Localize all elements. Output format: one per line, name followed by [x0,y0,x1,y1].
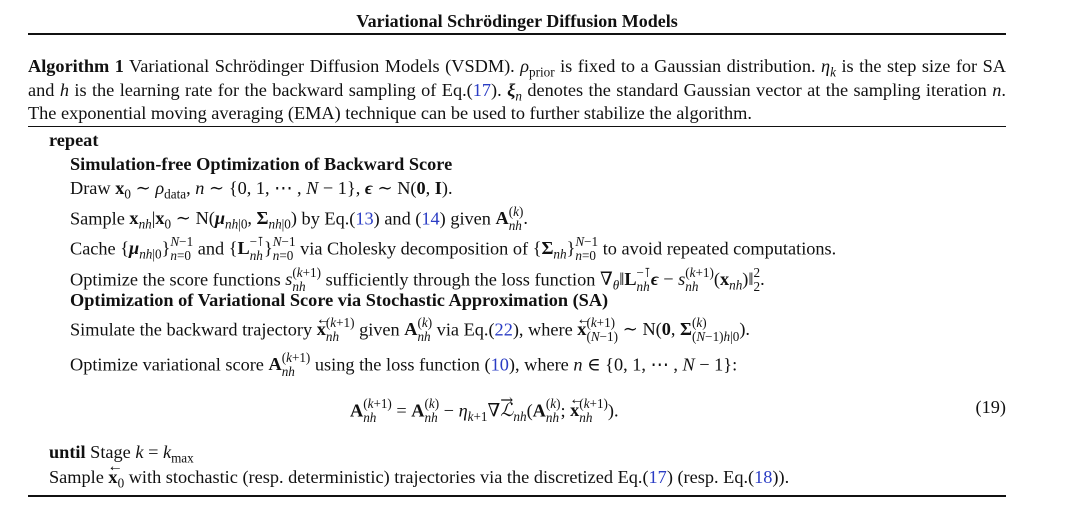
algorithm-label: Algorithm 1 [28,56,124,76]
keyword-until: until [49,442,86,462]
top-rule [28,33,1006,35]
ref-eq17-link[interactable]: 17 [472,79,492,100]
line-text: sufficiently through the loss function [325,269,596,290]
caption-rule [28,126,1006,127]
keyword-repeat: repeat [49,130,99,150]
line-text: via Cholesky decomposition of [300,238,529,259]
math-expr: s (k+1) nh [285,265,322,295]
line-text: ), where [512,319,573,340]
math-expr: $\{\mu_{nh|0}\}$ N−1 n=0 [120,234,194,264]
caption-text: is the step size for SA and [28,56,1006,100]
math-expr: $k = k_{max}$ [135,442,194,466]
line-text: by Eq.( [301,208,356,229]
math-expr: ← x (k+1) nh [317,319,355,339]
section-title-backward-score: Simulation-free Optimization of Backward Score [70,154,453,174]
math-expr: $\nabla_\theta‖L$ −⊺ nh ϵ − s (k+1) nh $(x_{nh})‖$ 2 2 . [599,265,765,295]
line-text: ), where [508,354,569,375]
page-header-title: Variational Schrödinger Diffusion Models [356,11,678,31]
line-optimize-variational [70,351,737,378]
section-title-variational-score: Optimization of Variational Score via Stochastic Approximation (SA) [70,290,609,310]
math-h: h [59,79,69,100]
line-text: given [359,319,400,340]
caption-text: is the learning rate for the backward sampling of Eq.( [74,79,473,100]
line-text: Sample [70,208,125,229]
caption-text: is fixed to a Gaussian distribution. [560,56,816,76]
math-xi: ξ [507,79,516,100]
ref-eq18-link[interactable]: 18 [754,467,773,487]
line-text: )). [772,467,790,487]
line-text: with stochastic (resp. deterministic) trajectories via the discretized Eq.( [128,467,649,487]
line-text: and [197,238,225,259]
line-cache [70,235,836,262]
math-n: n [992,79,1002,100]
algorithm-caption [28,55,1006,126]
math-expr: $x_0$ ∼ $\rho_{data}$, n ∼ {0, 1, ⋯ , N − 1}, ϵ ∼ N(0, I). [115,178,453,202]
line-text: Draw [70,178,111,198]
math-expr: ← x (k+1) (N−1) ∼ N(0, Σ (k) (N−1)h|0 ). [577,319,750,339]
ref-eq17b-link[interactable]: 17 [648,467,667,487]
math-sub: n [515,88,522,104]
math-sub: prior [529,64,555,80]
ref-eq10-link[interactable]: 10 [490,354,509,375]
line-text: Stage [90,442,131,462]
math-expr: {L −⊺ nh } N−1 n=0 [228,234,296,264]
ref-eq13-link[interactable]: 13 [355,208,374,229]
page [28,0,1006,511]
math-expr: A (k+1) nh [268,350,311,380]
line-final-sample [49,466,790,491]
line-text: to avoid repeated computations. [602,238,837,259]
math-expr: $x_{nh}|x_0$ ∼ $N(\mu_{nh|0}$, $\Sigma_{nh|0}$) [129,208,297,232]
math-expr: A (k) nh [404,315,433,345]
caption-text: denotes the standard Gaussian vector at the sampling iteration [527,79,987,100]
line-text: via Eq.( [436,319,495,340]
ref-eq14-link[interactable]: 14 [421,208,440,229]
math-expr: ← $x_0$ [108,467,124,487]
line-sample [70,205,528,232]
caption-text: ). [491,79,502,100]
math-expr: $\{\Sigma_{nh}\}$ N−1 n=0 [532,234,599,264]
line-text: Optimize the score functions [70,269,281,290]
line-text: Optimize variational score [70,354,264,375]
line-text: ) given [439,208,491,229]
line-text: ) (resp. Eq.( [666,467,755,487]
line-text: Simulate the backward trajectory [70,319,313,340]
line-text: Sample [49,467,104,487]
caption-text: . The exponential moving averaging (EMA) technique can be used to further stabilize the algorithm. [28,79,1006,123]
equation-19: A (k+1) nh = A (k) nh − $\eta_{k+1}\nabla\to$ ℒ$_{nh}$(A (k) nh ; ← x (k+1) nh ). [350,397,619,424]
math-expr: n ∈ {0, 1, ⋯ , N − 1}: [573,354,738,375]
equation-number: (19) [975,397,1006,417]
math-eta: $\eta_k$ [821,56,836,80]
bottom-rule [28,495,1006,497]
ref-eq22-link[interactable]: 22 [494,319,513,340]
line-text: ) and ( [373,208,422,229]
line-text: using the loss function ( [314,354,491,375]
caption-title: Variational Schrödinger Diffusion Models (VSDM). [129,56,515,76]
line-simulate [70,316,750,343]
line-draw [70,177,453,202]
math-rho: ρ [520,56,530,76]
math-expr: A (k) nh . [495,204,528,234]
line-text: Cache [70,238,116,259]
